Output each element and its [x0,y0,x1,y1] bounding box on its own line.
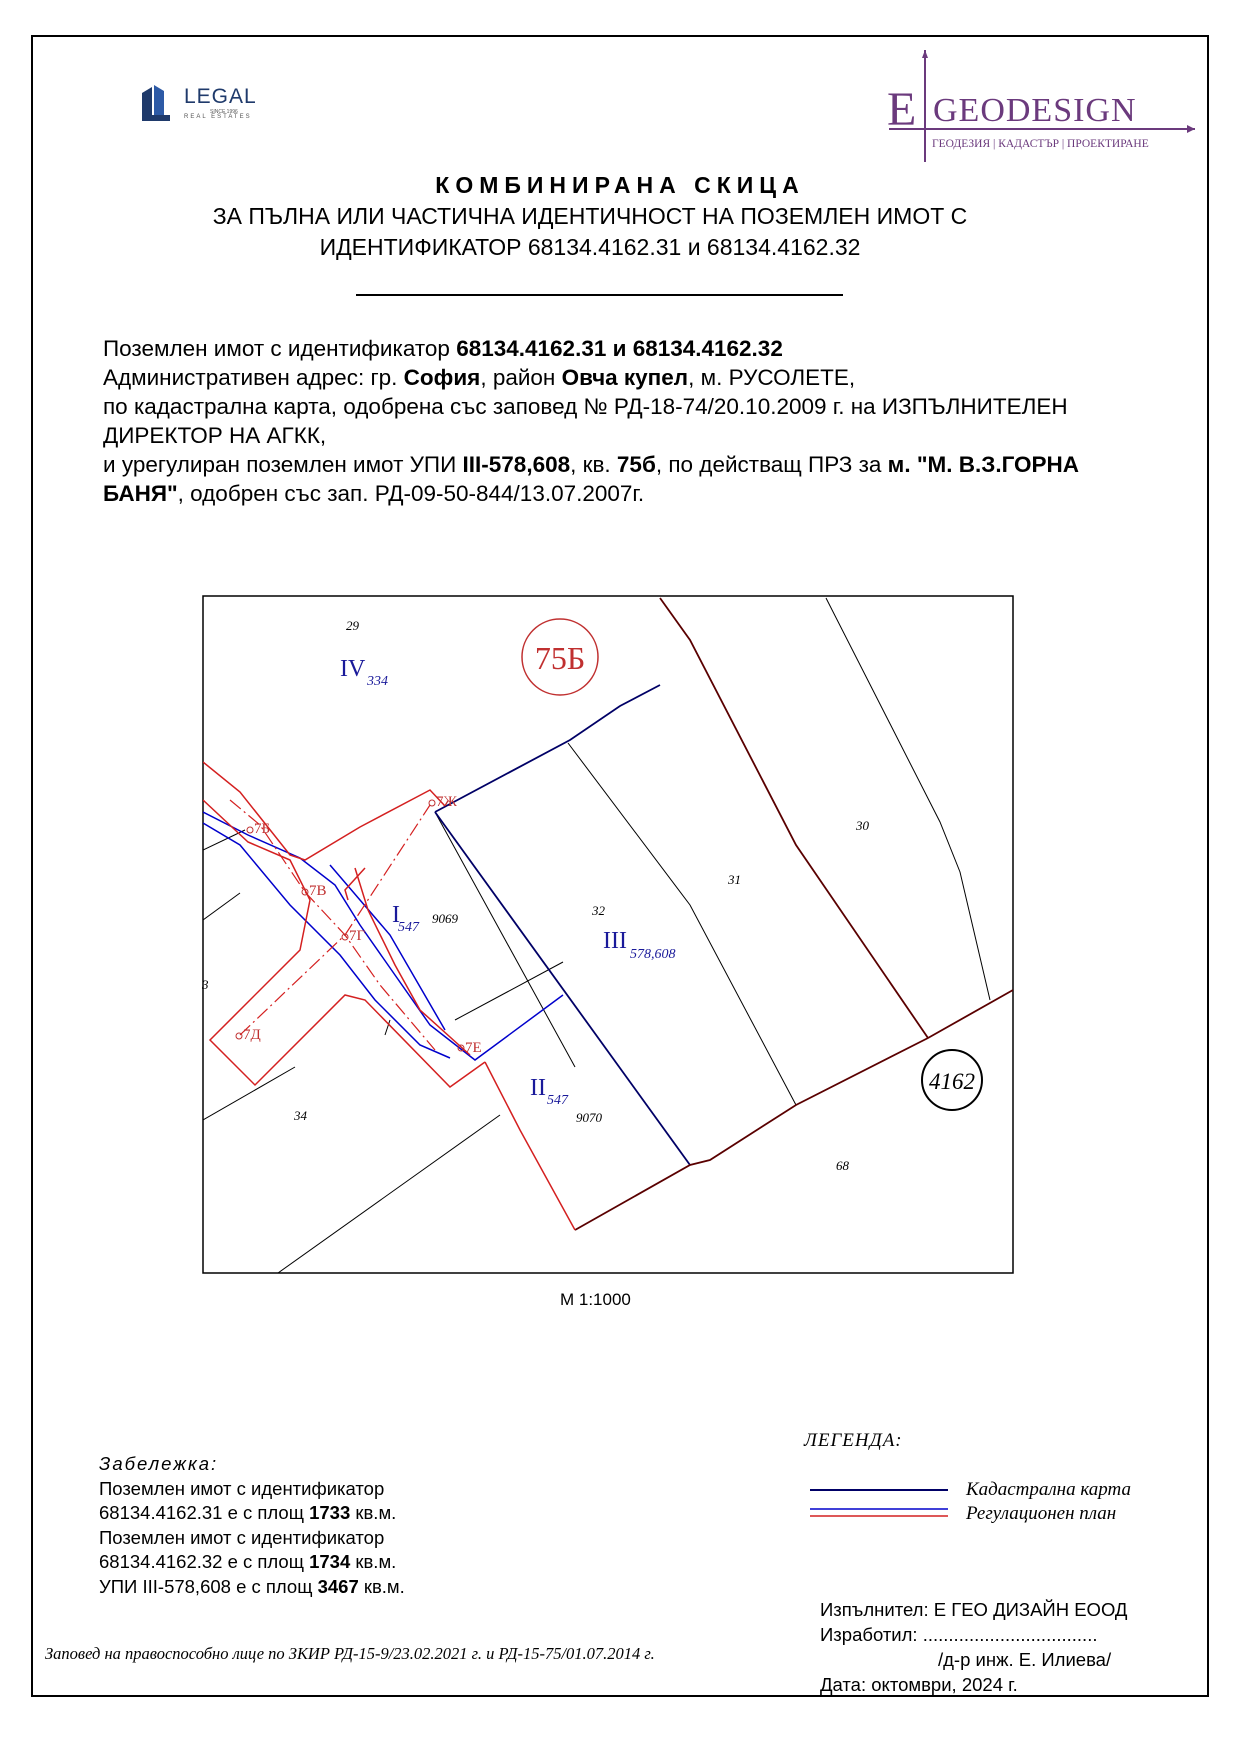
upi-roman-ii: II [530,1075,546,1101]
parcel-31: 31 [728,872,741,887]
cadastral-lines-dark [575,598,1013,1230]
geodesign-logo-tagline: ГЕОДЕЗИЯ | КАДАСТЪР | ПРОЕКТИРАНЕ [932,138,1149,150]
point-7zh-marker [429,800,435,806]
upi-roman-iii: III [603,928,627,954]
block-label: 75Б [534,640,586,676]
note-line-5: УПИ III-578,608 е с площ 3467 кв.м. [99,1575,405,1597]
info-line-2: Административен адрес: гр. София, район Овча купел, м. РУСОЛЕТЕ, [103,365,856,390]
upi-sub-i: 547 [398,920,419,935]
point-7d-marker [236,1033,242,1039]
doc-subtitle-2: ИДЕНТИФИКАТОР 68134.4162.31 и 68134.4162.32 [319,234,861,260]
executor-line-1: Изпълнител: Е ГЕО ДИЗАЙН ЕООД [820,1599,1128,1620]
legend-lines [808,1480,958,1520]
geodesign-logo-letter: E [887,83,917,136]
info-line-5: и урегулиран поземлен имот УПИ III-578,608, кв. 75б, по действащ ПРЗ за м. "М. В.З.ГОРНА [103,452,1080,477]
sheet-label: 4162 [929,1069,975,1094]
executor-line-2: Изработил: .................................. [820,1624,1098,1645]
point-7zh: 7Ж [436,794,457,810]
parcel-32: 32 [592,903,605,918]
parcel-34: 34 [294,1108,307,1123]
note-line-4: 68134.4162.32 е с площ 1734 кв.м. [99,1551,397,1572]
legal-logo-since: SINCE 1996 [210,109,238,115]
point-7d: 7Д [243,1027,261,1043]
upi-roman-i: I [392,902,400,928]
license-order: Заповед на правоспособно лице по ЗКИР РД-15-9/23.02.2021 г. и РД-15-75/01.07.2014 г. [45,1644,655,1663]
parcel-68: 68 [836,1158,849,1173]
parcel-29: 29 [346,618,359,633]
upi-sub-iii: 578,608 [630,947,676,962]
info-line-1: Поземлен имот с идентификатор 68134.4162.31 и 68134.4162.32 [103,336,783,361]
map-scale: М 1:1000 [560,1290,631,1309]
executor-block [820,1597,1127,1697]
note-line-1: Поземлен имот с идентификатор [99,1477,385,1499]
doc-subtitle-1: ЗА ПЪЛНА ИЛИ ЧАСТИЧНА ИДЕНТИЧНОСТ НА ПОЗЕМЛЕН ИМОТ С [212,203,968,229]
point-7g: 7Г [349,928,366,944]
point-7b: 7Б [254,821,271,837]
upi-sub-ii: 547 [547,1093,568,1108]
legal-logo-name: LEGAL [184,85,257,108]
info-line-4: ДИРЕКТОР НА АГКК, [103,423,327,448]
doc-title: КОМБИНИРАНА СКИЦА [435,172,805,198]
legend-label-regulation: Регулационен план [966,1503,1117,1524]
parcel-9070: 9070 [576,1110,602,1125]
point-7b-marker [247,827,253,833]
note-line-3: Поземлен имот с идентификатор [99,1526,385,1548]
executor-line-3: /д-р инж. Е. Илиева/ [938,1649,1112,1670]
legal-logo-sub: REAL ESTATES [184,114,252,120]
geodesign-logo-name: GEODESIGN [933,92,1137,129]
note-heading: Забележка: [99,1453,219,1474]
legend-heading: ЛЕГЕНДА: [804,1430,903,1451]
parcel-3: 3 [202,977,209,992]
upi-sub-iv: 334 [367,674,388,689]
upi-roman-iv: IV [340,656,366,682]
legend-label-cadastral: Кадастрална карта [966,1479,1131,1500]
note-block [99,1452,405,1599]
parcel-9069: 9069 [432,911,458,926]
point-7e: 7Е [465,1040,482,1056]
note-line-2: 68134.4162.31 е с площ 1733 кв.м. [99,1502,397,1523]
executor-line-4: Дата: октомври, 2024 г. [820,1674,1018,1695]
point-7v: 7В [309,883,327,899]
info-line-6: БАНЯ", одобрен със зап. РД-09-50-844/13.07.2007г. [103,481,645,506]
parcel-30: 30 [856,818,869,833]
regulation-lines-blue [203,812,563,1060]
info-line-3: по кадастрална карта, одобрена със заповед № РД-18-74/20.10.2009 г. на ИЗПЪЛНИТЕЛЕН [103,394,1068,419]
